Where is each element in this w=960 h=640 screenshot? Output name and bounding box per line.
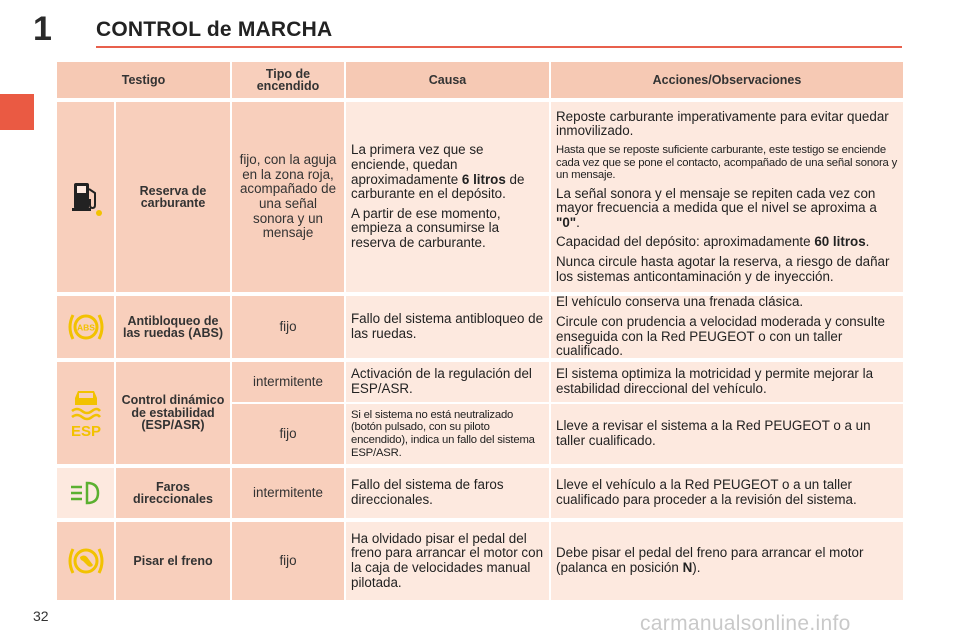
table-row-headlamps xyxy=(57,468,903,518)
row-type: intermitente xyxy=(232,468,344,518)
row-type: fijo xyxy=(232,522,344,600)
icon-cell xyxy=(57,102,114,292)
action-paragraph: Circule con prudencia a velocidad moderada y consulte enseguida con la Red PEUGEOT o con un taller cualificado. xyxy=(556,313,886,359)
table-subrow-esp-fixed xyxy=(57,404,903,464)
col-header-tipo: Tipo de encendido xyxy=(232,62,344,98)
table-row-brake xyxy=(57,522,903,600)
icon-cell xyxy=(57,296,114,358)
row-actions: Lleve el vehículo a la Red PEUGEOT o a un taller cualificado para proceder a la revisión del sistema. xyxy=(551,468,903,518)
row-type: fijo, con la aguja en la zona roja, acompañado de una señal sonora y un mensaje xyxy=(232,102,344,292)
col-header-acciones: Acciones/Observaciones xyxy=(551,62,903,98)
row-type: fijo xyxy=(232,404,344,464)
row-name: Antibloqueo de las ruedas (ABS) xyxy=(116,296,230,358)
action-note: Hasta que se reposte suficiente carburante, este testigo se enciende cada vez que se pone el contacto, acompañado de una señal sonora y un mensaje. xyxy=(556,143,898,182)
icon-cell xyxy=(57,522,114,600)
row-actions xyxy=(551,296,903,358)
table-row-fuel xyxy=(57,102,903,292)
table-subrow-esp-blinking xyxy=(57,362,903,402)
row-name: Control dinámico de estabilidad (ESP/ASR) xyxy=(116,362,230,464)
row-cause: Ha olvidado pisar el pedal del freno para arrancar el motor con la caja de velocidades manual pilotada. xyxy=(346,522,549,600)
col-header-testigo: Testigo xyxy=(57,62,230,98)
action-paragraph: Capacidad del depósito: aproximadamente 60 litros. xyxy=(556,234,870,250)
row-name: Reserva de carburante xyxy=(116,102,230,292)
headlamp-icon xyxy=(67,480,105,506)
action-paragraph: Nunca circule hasta agotar la reserva, a riesgo de dañar los sistemas anticontaminación y de inyección. xyxy=(556,254,890,284)
row-cause: Activación de la regulación del ESP/ASR. xyxy=(346,362,549,402)
row-type: fijo xyxy=(232,296,344,358)
chapter-number: 1 xyxy=(33,10,52,48)
action-paragraph: La señal sonora y el mensaje se repiten cada vez con mayor frecuencia a medida que el nivel se aproxima a "0". xyxy=(556,185,877,230)
row-type: intermitente xyxy=(232,362,344,402)
row-cause: Si el sistema no está neutralizado (botón pulsado, con su piloto encendido), indica un fallo del sistema ESP/ASR. xyxy=(346,404,549,464)
svg-text:ABS: ABS xyxy=(76,322,95,333)
row-actions xyxy=(551,102,903,292)
row-cause: Fallo del sistema de faros direccionales. xyxy=(346,468,549,518)
title-rule xyxy=(96,46,902,48)
chapter-tab[interactable] xyxy=(0,94,34,130)
row-cause: Fallo del sistema antibloqueo de las ruedas. xyxy=(346,296,549,358)
action-paragraph: El vehículo conserva una frenada clásica. xyxy=(556,294,804,310)
row-cause xyxy=(346,102,549,292)
page-title: CONTROL de MARCHA xyxy=(96,18,333,41)
cause-paragraph: La primera vez que se enciende, quedan aproximadamente 6 litros de carburante en el depósito. xyxy=(351,142,525,202)
col-header-causa: Causa xyxy=(346,62,549,98)
table-header-row xyxy=(57,62,903,98)
svg-text:ESP: ESP xyxy=(70,423,101,439)
watermark: carmanualsonline.info xyxy=(640,612,851,635)
action-paragraph: Reposte carburante imperativamente para evitar quedar inmovilizado. xyxy=(556,108,889,139)
row-actions: Debe pisar el pedal del freno para arrancar el motor (palanca en posición N). xyxy=(551,522,903,600)
fuel-pump-icon xyxy=(69,177,103,217)
brake-foot-icon xyxy=(66,545,106,577)
row-name: Faros direccionales xyxy=(116,468,230,518)
row-actions: Lleve a revisar el sistema a la Red PEUGEOT o a un taller cualificado. xyxy=(551,404,903,464)
row-name: Pisar el freno xyxy=(116,522,230,600)
icon-cell xyxy=(57,468,114,518)
row-actions: El sistema optimiza la motricidad y permite mejorar la estabilidad direccional del vehículo. xyxy=(551,362,903,402)
table-row-abs xyxy=(57,296,903,358)
abs-icon xyxy=(66,311,106,343)
cause-paragraph: A partir de ese momento, empieza a consumirse la reserva de carburante. xyxy=(351,205,501,250)
page-number: 32 xyxy=(33,608,49,624)
